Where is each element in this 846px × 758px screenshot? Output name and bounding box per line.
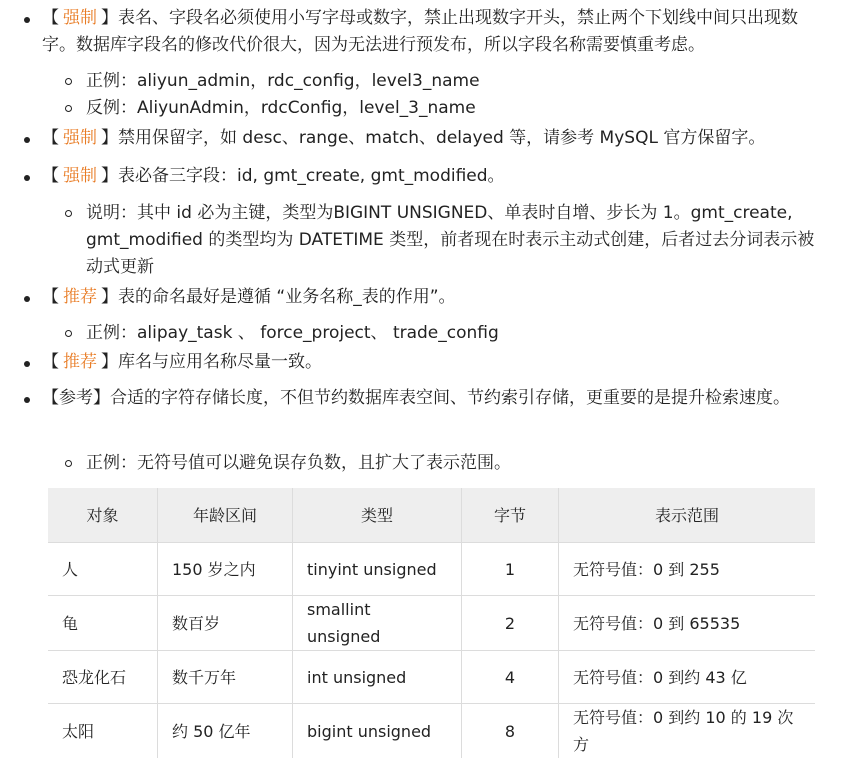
table-cell: 恐龙化石 [48, 651, 158, 704]
table-cell: 数千万年 [158, 651, 293, 704]
column-header: 表示范围 [559, 488, 816, 543]
rule-item [0, 163, 846, 190]
table-row [48, 651, 815, 704]
rule-text: 表必备三字段：id, gmt_create, gmt_modified。 [118, 166, 505, 186]
sub-item: 正例：aliyun_admin，rdc_config，level3_name [0, 68, 846, 95]
sub-item: 反例：AliyunAdmin，rdcConfig，level_3_name [0, 95, 846, 122]
table-cell: 150 岁之内 [158, 543, 293, 596]
rule-tag: 推荐 [63, 287, 97, 307]
sub-item: 正例：alipay_task 、 force_project、 trade_config [0, 320, 846, 347]
column-header: 年龄区间 [158, 488, 293, 543]
bracket-open: 【 [42, 287, 59, 307]
sub-list [0, 200, 846, 281]
sub-list [0, 68, 846, 122]
sub-item: 正例：无符号值可以避免误存负数，且扩大了表示范围。 [0, 450, 846, 477]
table-cell: smallint unsigned [293, 596, 462, 651]
rule-text: 合适的字符存储长度，不但节约数据库表空间、节约索引存储，更重要的是提升检索速度。 [110, 388, 790, 408]
sub-list [0, 450, 846, 477]
table-cell: 无符号值：0 到 65535 [559, 596, 816, 651]
table-cell: 8 [462, 704, 559, 758]
column-header: 字节 [462, 488, 559, 543]
rule-item [0, 385, 846, 412]
table-cell: 无符号值：0 到约 43 亿 [559, 651, 816, 704]
table-cell: 4 [462, 651, 559, 704]
rule-tag: 强制 [63, 166, 97, 186]
storage-range-table [48, 488, 815, 758]
table-row [48, 543, 815, 596]
table-cell: 无符号值：0 到约 10 的 19 次方 [559, 704, 816, 758]
rule-item [0, 125, 846, 152]
rule-text: 库名与应用名称尽量一致。 [118, 352, 322, 372]
table-header-row [48, 488, 815, 543]
table-cell: int unsigned [293, 651, 462, 704]
table-cell: 无符号值：0 到 255 [559, 543, 816, 596]
table-row [48, 704, 815, 758]
table-cell: 2 [462, 596, 559, 651]
bracket-close: 】 [101, 166, 118, 186]
rule-tag: 强制 [63, 128, 97, 148]
rule-text: 表的命名最好是遵循 “业务名称_表的作用”。 [118, 287, 456, 307]
bracket-open: 【 [42, 8, 59, 28]
bracket-close: 】 [101, 287, 118, 307]
bracket-open: 【 [42, 352, 59, 372]
sub-item: 说明：其中 id 必为主键，类型为BIGINT UNSIGNED、单表时自增、步长为 1。gmt_create, gmt_modified 的类型均为 DATETIME 类型，前者现在时表示主动式创建，后者过去分词表示被动式更新 [0, 200, 846, 281]
table-row [48, 596, 815, 651]
bracket-open: 【 [42, 128, 59, 148]
table-cell: 约 50 亿年 [158, 704, 293, 758]
column-header: 对象 [48, 488, 158, 543]
rule-tag: 推荐 [63, 352, 97, 372]
table-cell: 数百岁 [158, 596, 293, 651]
rule-text: 禁用保留字，如 desc、range、match、delayed 等，请参考 MySQL 官方保留字。 [118, 128, 765, 148]
rule-item [0, 284, 846, 311]
rule-label: 【参考】 [42, 388, 110, 408]
table-cell: 人 [48, 543, 158, 596]
table-cell: 1 [462, 543, 559, 596]
column-header: 类型 [293, 488, 462, 543]
bracket-close: 】 [101, 128, 118, 148]
rule-item [0, 5, 846, 59]
bracket-open: 【 [42, 166, 59, 186]
sub-list [0, 320, 846, 347]
table-cell: tinyint unsigned [293, 543, 462, 596]
table-cell: 太阳 [48, 704, 158, 758]
table-cell: 龟 [48, 596, 158, 651]
rule-text: 表名、字段名必须使用小写字母或数字，禁止出现数字开头，禁止两个下划线中间只出现数字。数据库字段名的修改代价很大，因为无法进行预发布，所以字段名称需要慎重考虑。 [42, 8, 798, 55]
table-cell: bigint unsigned [293, 704, 462, 758]
bracket-close: 】 [101, 352, 118, 372]
bracket-close: 】 [101, 8, 118, 28]
rule-tag: 强制 [63, 8, 97, 28]
rule-item [0, 349, 846, 376]
